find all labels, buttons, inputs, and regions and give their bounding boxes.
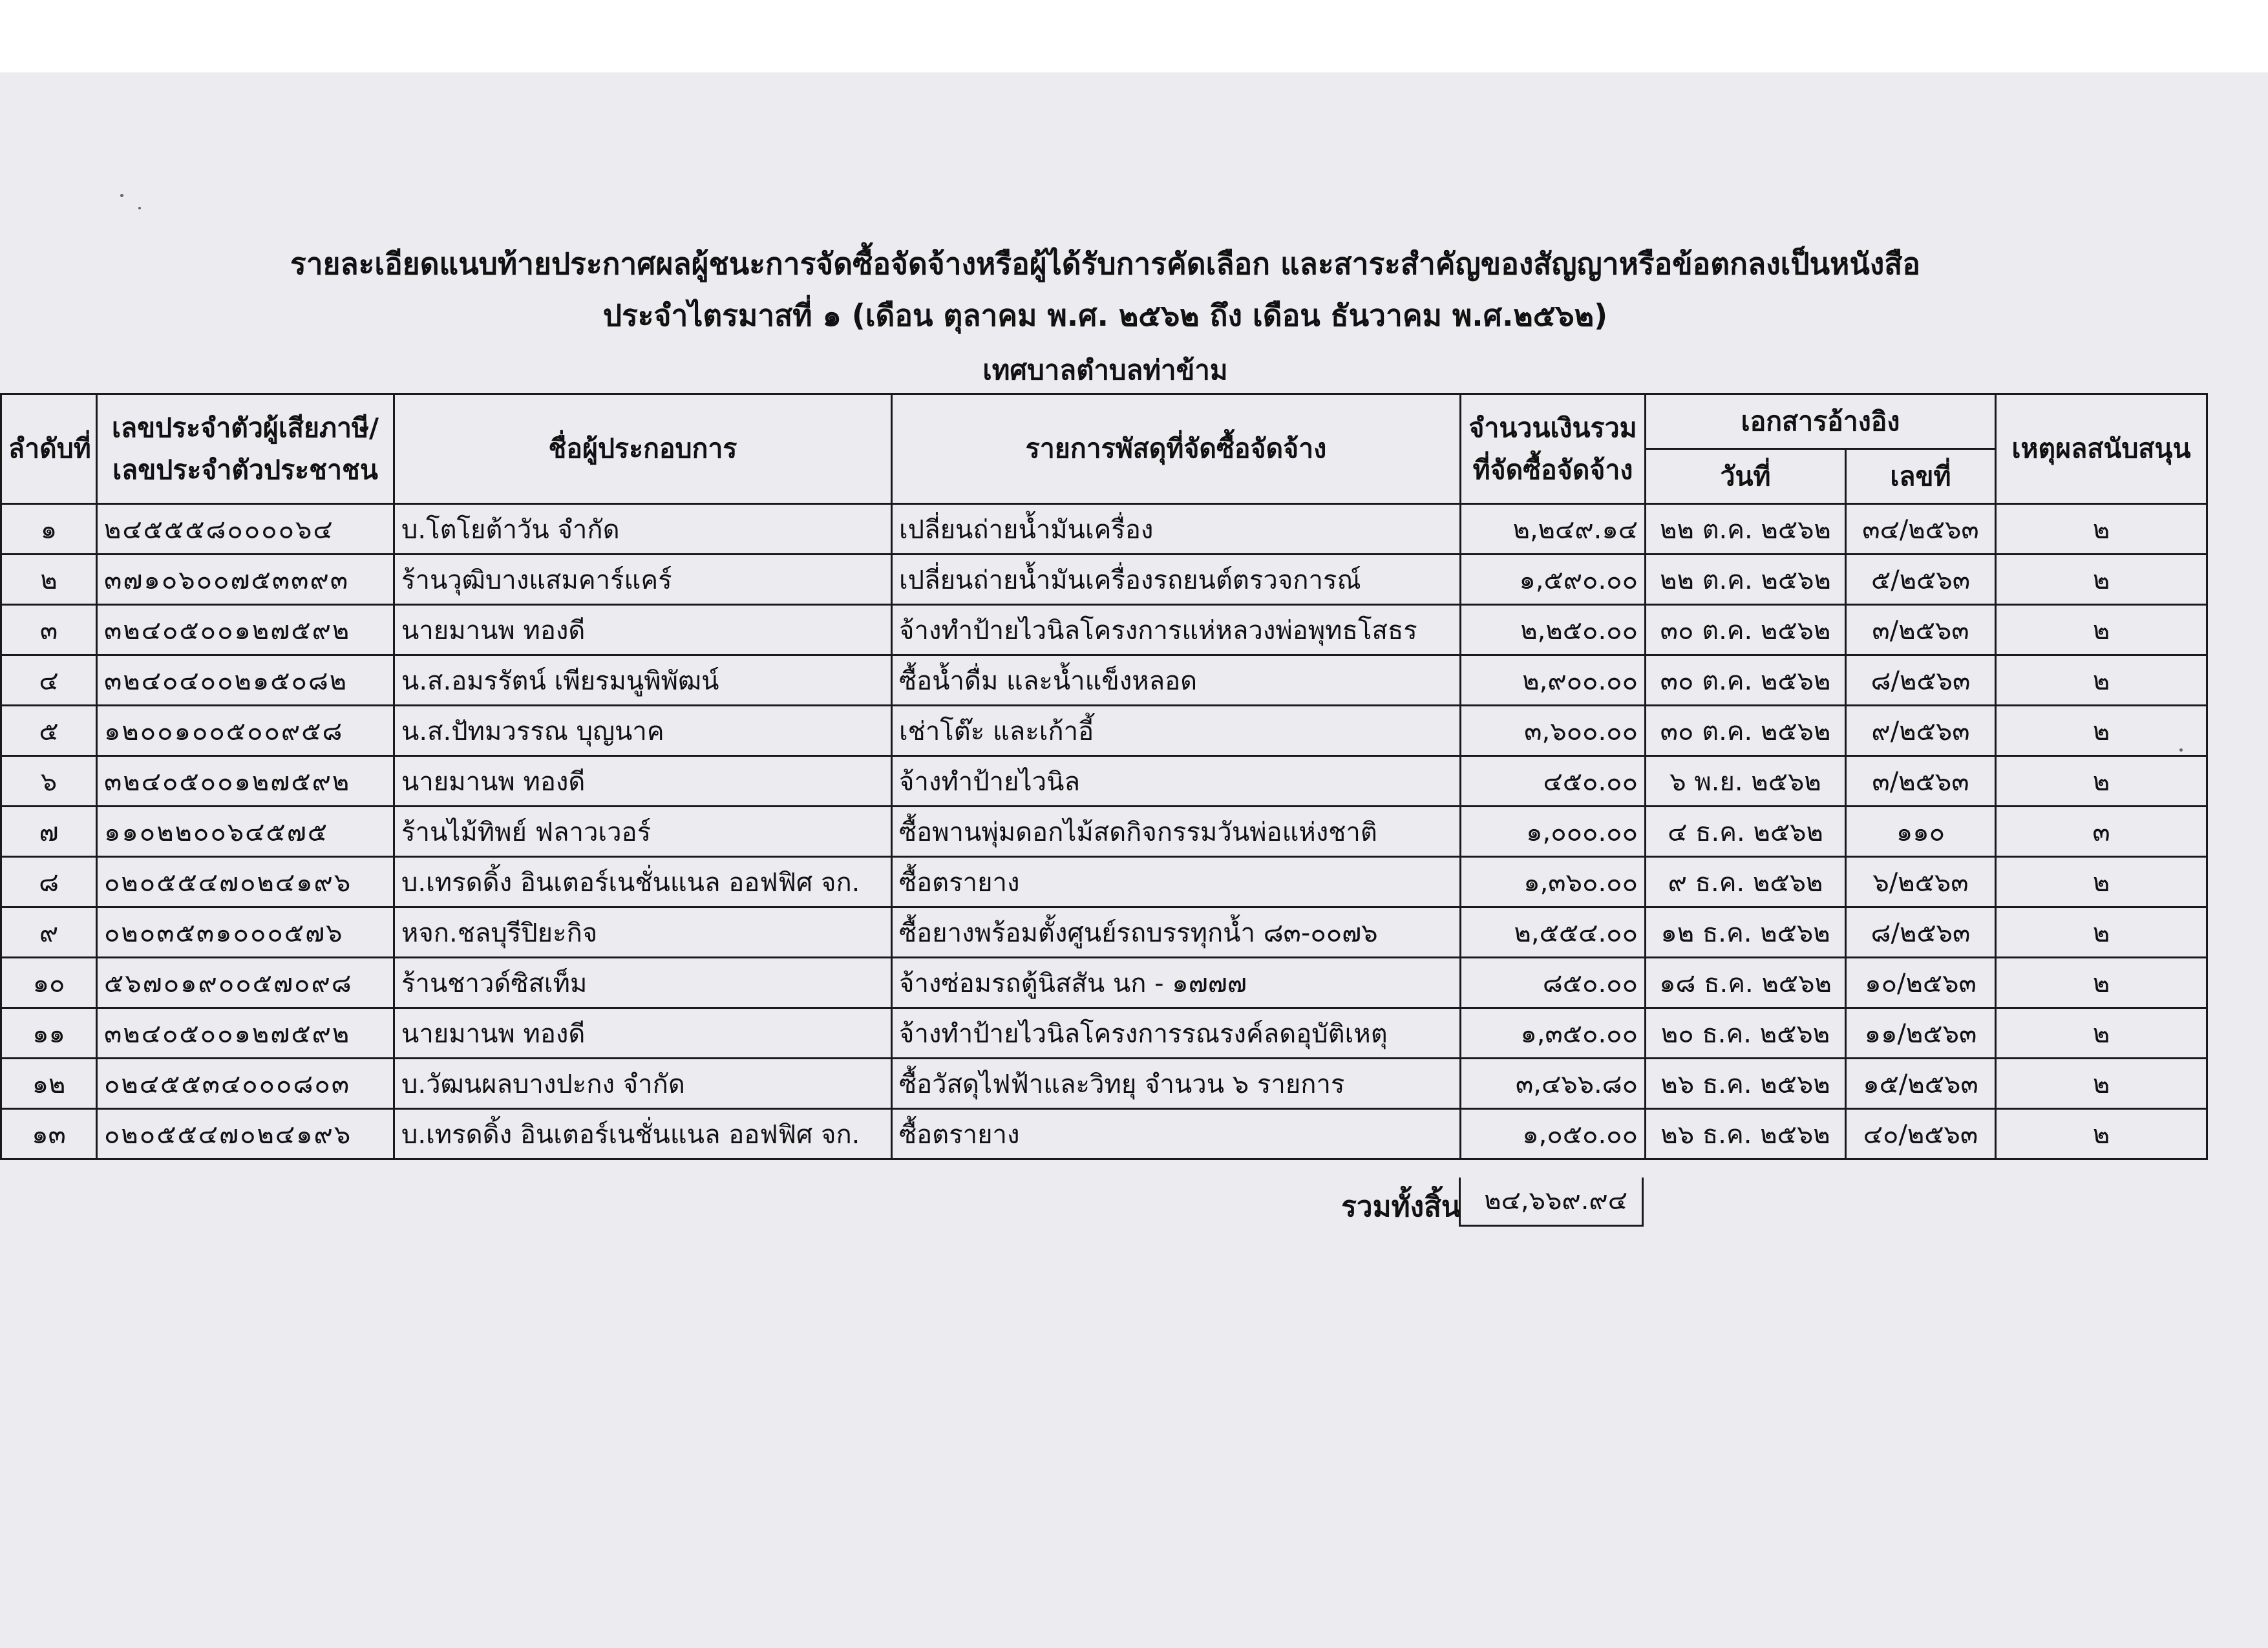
- col-header-amount-line2: ที่จัดซื้อจัดจ้าง: [1472, 454, 1633, 485]
- cell-reason: ๒: [1996, 555, 2207, 605]
- cell-date: ๒๖ ธ.ค. ๒๕๖๒: [1646, 1059, 1846, 1109]
- cell-number: ๙/๒๕๖๓: [1846, 706, 1996, 756]
- cell-number: ๘/๒๕๖๓: [1846, 655, 1996, 706]
- cell-tax-id: ๓๗๑๐๖๐๐๗๕๓๓๙๓: [97, 555, 394, 605]
- table-row: [1, 958, 2207, 1008]
- cell-no: ๑๓: [1, 1109, 97, 1159]
- cell-tax-id: ๒๔๕๕๕๘๐๐๐๐๖๔: [97, 504, 394, 555]
- cell-date: ๔ ธ.ค. ๒๕๖๒: [1646, 807, 1846, 857]
- cell-amount: ๘๕๐.๐๐: [1461, 958, 1646, 1008]
- table-row: [1, 555, 2207, 605]
- cell-name: หจก.ชลบุรีปิยะกิจ: [394, 907, 892, 958]
- scan-speck: [120, 194, 123, 197]
- cell-items: ซื้อตรายาง: [892, 1109, 1461, 1159]
- col-header-no: ลำดับที่: [1, 394, 97, 504]
- procurement-table: [0, 393, 2208, 1160]
- scan-speck: [138, 207, 141, 209]
- cell-number: ๓/๒๕๖๓: [1846, 756, 1996, 807]
- scan-speck: [2179, 748, 2183, 752]
- cell-items: จ้างซ่อมรถตู้นิสสัน นก - ๑๗๗๗: [892, 958, 1461, 1008]
- cell-date: ๖ พ.ย. ๒๕๖๒: [1646, 756, 1846, 807]
- cell-amount: ๓,๖๐๐.๐๐: [1461, 706, 1646, 756]
- cell-date: ๒๒ ต.ค. ๒๕๖๒: [1646, 555, 1846, 605]
- table-row: [1, 655, 2207, 706]
- cell-name: น.ส.ปัทมวรรณ บุญนาค: [394, 706, 892, 756]
- cell-name: บ.วัฒนผลบางปะกง จำกัด: [394, 1059, 892, 1109]
- cell-no: ๖: [1, 756, 97, 807]
- cell-reason: ๒: [1996, 605, 2207, 655]
- cell-no: ๙: [1, 907, 97, 958]
- cell-date: ๒๐ ธ.ค. ๒๕๖๒: [1646, 1008, 1846, 1059]
- table-row: [1, 857, 2207, 907]
- cell-reason: ๒: [1996, 857, 2207, 907]
- cell-amount: ๒,๒๔๙.๑๔: [1461, 504, 1646, 555]
- cell-items: ซื้อน้ำดื่ม และน้ำแข็งหลอด: [892, 655, 1461, 706]
- document-title: รายละเอียดแนบท้ายประกาศผลผู้ชนะการจัดซื้อจัดจ้างหรือผู้ได้รับการคัดเลือก และสาระสำคัญของสัญญาหรือข้อตกลงเป็นหนังสือ: [290, 246, 1920, 281]
- col-header-date: วันที่: [1646, 449, 1846, 504]
- cell-name: นายมานพ ทองดี: [394, 605, 892, 655]
- table-row: [1, 756, 2207, 807]
- cell-number: ๘/๒๕๖๓: [1846, 907, 1996, 958]
- cell-date: ๓๐ ต.ค. ๒๕๖๒: [1646, 655, 1846, 706]
- cell-no: ๑๑: [1, 1008, 97, 1059]
- col-header-tax-id-line2: เลขประจำตัวประชาชน: [112, 454, 378, 485]
- table-row: [1, 807, 2207, 857]
- cell-tax-id: ๓๒๔๐๔๐๐๒๑๕๐๘๒: [97, 655, 394, 706]
- cell-name: นายมานพ ทองดี: [394, 1008, 892, 1059]
- cell-tax-id: ๐๒๐๓๕๓๑๐๐๐๕๗๖: [97, 907, 394, 958]
- col-header-amount-line1: จำนวนเงินรวม: [1468, 412, 1637, 443]
- cell-date: ๒๖ ธ.ค. ๒๕๖๒: [1646, 1109, 1846, 1159]
- cell-number: ๑๑/๒๕๖๓: [1846, 1008, 1996, 1059]
- cell-name: บ.เทรดดิ้ง อินเตอร์เนชั่นแนล ออฟฟิศ จก.: [394, 857, 892, 907]
- cell-name: ร้านวุฒิบางแสมคาร์แคร์: [394, 555, 892, 605]
- cell-tax-id: ๑๑๐๒๒๐๐๖๔๕๗๕: [97, 807, 394, 857]
- table-row: [1, 1008, 2207, 1059]
- cell-number: ๓๔/๒๕๖๓: [1846, 504, 1996, 555]
- cell-no: ๘: [1, 857, 97, 907]
- cell-reason: ๒: [1996, 958, 2207, 1008]
- cell-tax-id: ๐๒๐๕๕๔๗๐๒๔๑๙๖: [97, 857, 394, 907]
- col-header-reason: เหตุผลสนับสนุน: [1996, 394, 2207, 504]
- col-header-items: รายการพัสดุที่จัดซื้อจัดจ้าง: [892, 394, 1461, 504]
- table-row: [1, 706, 2207, 756]
- cell-date: ๒๒ ต.ค. ๒๕๖๒: [1646, 504, 1846, 555]
- cell-amount: ๑,๓๖๐.๐๐: [1461, 857, 1646, 907]
- cell-tax-id: ๓๒๔๐๕๐๐๑๒๗๕๙๒: [97, 1008, 394, 1059]
- cell-name: ร้านไม้ทิพย์ ฟลาวเวอร์: [394, 807, 892, 857]
- table-row: [1, 907, 2207, 958]
- cell-tax-id: ๓๒๔๐๕๐๐๑๒๗๕๙๒: [97, 605, 394, 655]
- cell-name: บ.โตโยต้าวัน จำกัด: [394, 504, 892, 555]
- cell-number: ๕/๒๕๖๓: [1846, 555, 1996, 605]
- cell-reason: ๒: [1996, 706, 2207, 756]
- cell-reason: ๒: [1996, 1059, 2207, 1109]
- cell-no: ๒: [1, 555, 97, 605]
- cell-tax-id: ๑๒๐๐๑๐๐๕๐๐๙๕๘: [97, 706, 394, 756]
- cell-number: ๖/๒๕๖๓: [1846, 857, 1996, 907]
- cell-name: ร้านชาวด์ซิสเท็ม: [394, 958, 892, 1008]
- cell-items: เปลี่ยนถ่ายน้ำมันเครื่องรถยนต์ตรวจการณ์: [892, 555, 1461, 605]
- cell-amount: ๒,๕๕๔.๐๐: [1461, 907, 1646, 958]
- cell-no: ๗: [1, 807, 97, 857]
- cell-items: ซื้อตรายาง: [892, 857, 1461, 907]
- cell-items: เปลี่ยนถ่ายน้ำมันเครื่อง: [892, 504, 1461, 555]
- cell-no: ๑: [1, 504, 97, 555]
- col-header-tax-id-line1: เลขประจำตัวผู้เสียภาษี/: [111, 412, 379, 443]
- cell-items: ซื้อพานพุ่มดอกไม้สดกิจกรรมวันพ่อแห่งชาติ: [892, 807, 1461, 857]
- cell-tax-id: ๐๒๐๕๕๔๗๐๒๔๑๙๖: [97, 1109, 394, 1159]
- cell-date: ๑๒ ธ.ค. ๒๕๖๒: [1646, 907, 1846, 958]
- cell-items: ซื้อวัสดุไฟฟ้าและวิทยุ จำนวน ๖ รายการ: [892, 1059, 1461, 1109]
- table-row: [1, 1109, 2207, 1159]
- cell-reason: ๒: [1996, 1008, 2207, 1059]
- cell-date: ๓๐ ต.ค. ๒๕๖๒: [1646, 605, 1846, 655]
- cell-date: ๑๘ ธ.ค. ๒๕๖๒: [1646, 958, 1846, 1008]
- cell-amount: ๑,๕๙๐.๐๐: [1461, 555, 1646, 605]
- cell-items: จ้างทำป้ายไวนิลโครงการแห่หลวงพ่อพุทธโสธร: [892, 605, 1461, 655]
- cell-items: จ้างทำป้ายไวนิล: [892, 756, 1461, 807]
- col-header-tax-id: [97, 394, 394, 504]
- table-body: [1, 504, 2207, 1159]
- col-header-ref: เอกสารอ้างอิง: [1646, 394, 1996, 449]
- col-header-amount: [1461, 394, 1646, 504]
- cell-number: ๓/๒๕๖๓: [1846, 605, 1996, 655]
- cell-items: ซื้อยางพร้อมตั้งศูนย์รถบรรทุกน้ำ ๘๓-๐๐๗๖: [892, 907, 1461, 958]
- cell-number: ๑๕/๒๕๖๓: [1846, 1059, 1996, 1109]
- cell-reason: ๓: [1996, 807, 2207, 857]
- cell-amount: ๔๕๐.๐๐: [1461, 756, 1646, 807]
- organization-name: เทศบาลตำบลท่าข้าม: [982, 354, 1228, 386]
- cell-no: ๑๐: [1, 958, 97, 1008]
- cell-reason: ๒: [1996, 756, 2207, 807]
- cell-name: บ.เทรดดิ้ง อินเตอร์เนชั่นแนล ออฟฟิศ จก.: [394, 1109, 892, 1159]
- cell-amount: ๑,๐๕๐.๐๐: [1461, 1109, 1646, 1159]
- cell-no: ๕: [1, 706, 97, 756]
- quarter-subtitle: ประจำไตรมาสที่ ๑ (เดือน ตุลาคม พ.ศ. ๒๕๖๒ ถึง เดือน ธันวาคม พ.ศ.๒๕๖๒): [602, 298, 1608, 333]
- cell-number: ๑๐/๒๕๖๓: [1846, 958, 1996, 1008]
- cell-items: จ้างทำป้ายไวนิลโครงการรณรงค์ลดอุบัติเหตุ: [892, 1008, 1461, 1059]
- col-header-name: ชื่อผู้ประกอบการ: [394, 394, 892, 504]
- cell-no: ๓: [1, 605, 97, 655]
- cell-reason: ๒: [1996, 655, 2207, 706]
- cell-tax-id: ๕๖๗๐๑๙๐๐๕๗๐๙๘: [97, 958, 394, 1008]
- cell-date: ๓๐ ต.ค. ๒๕๖๒: [1646, 706, 1846, 756]
- table-row: [1, 1059, 2207, 1109]
- cell-amount: ๒,๒๕๐.๐๐: [1461, 605, 1646, 655]
- table-row: [1, 504, 2207, 555]
- cell-amount: ๒,๙๐๐.๐๐: [1461, 655, 1646, 706]
- total-amount: ๒๔,๖๖๙.๙๔: [1459, 1178, 1644, 1227]
- cell-tax-id: ๐๒๔๕๕๓๔๐๐๐๘๐๓: [97, 1059, 394, 1109]
- cell-date: ๙ ธ.ค. ๒๕๖๒: [1646, 857, 1846, 907]
- cell-name: นายมานพ ทองดี: [394, 756, 892, 807]
- table-header-row: [1, 394, 2207, 449]
- cell-no: ๔: [1, 655, 97, 706]
- total-label: รวมทั้งสิ้น: [1341, 1190, 1461, 1223]
- cell-amount: ๑,๓๕๐.๐๐: [1461, 1008, 1646, 1059]
- cell-reason: ๒: [1996, 1109, 2207, 1159]
- cell-tax-id: ๓๒๔๐๕๐๐๑๒๗๕๙๒: [97, 756, 394, 807]
- cell-number: ๔๐/๒๕๖๓: [1846, 1109, 1996, 1159]
- cell-number: ๑๑๐: [1846, 807, 1996, 857]
- cell-no: ๑๒: [1, 1059, 97, 1109]
- cell-reason: ๒: [1996, 504, 2207, 555]
- cell-name: น.ส.อมรรัตน์ เพียรมนูพิพัฒน์: [394, 655, 892, 706]
- col-header-number: เลขที่: [1846, 449, 1996, 504]
- cell-reason: ๒: [1996, 907, 2207, 958]
- cell-amount: ๓,๔๖๖.๘๐: [1461, 1059, 1646, 1109]
- cell-amount: ๑,๐๐๐.๐๐: [1461, 807, 1646, 857]
- cell-items: เช่าโต๊ะ และเก้าอี้: [892, 706, 1461, 756]
- table-row: [1, 605, 2207, 655]
